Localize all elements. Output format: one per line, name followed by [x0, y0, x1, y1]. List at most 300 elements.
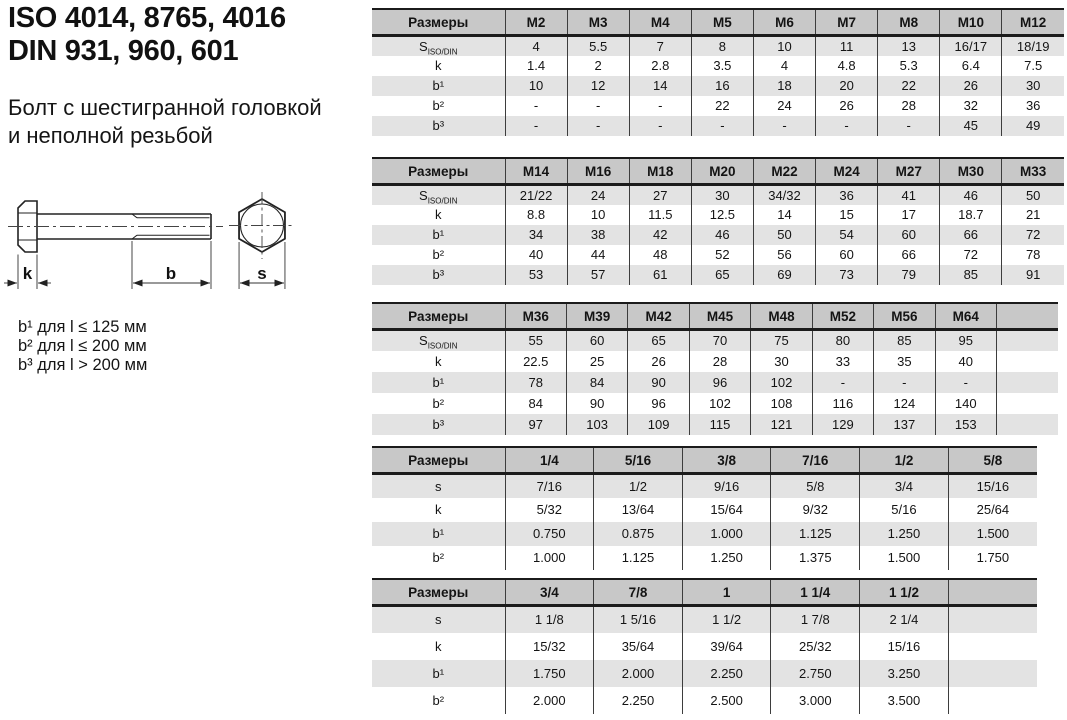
value-cell: 102: [689, 393, 750, 414]
value-cell: 2.8: [629, 56, 691, 76]
value-cell: 25/32: [771, 633, 860, 660]
size-col-header: M27: [878, 158, 940, 185]
table-row: [372, 687, 1037, 714]
value-cell: 20: [816, 76, 878, 96]
size-col-header: 3/4: [505, 579, 594, 606]
value-cell: 7: [629, 36, 691, 56]
size-col-header: M5: [691, 9, 753, 36]
row-label: s: [435, 612, 442, 628]
size-col-header: M10: [940, 9, 1002, 36]
value-cell: 50: [753, 225, 815, 245]
value-cell: 5/16: [860, 498, 949, 522]
value-cell: 137: [874, 414, 935, 435]
value-cell: 69: [753, 265, 815, 285]
iso-standards-line: ISO 4014, 8765, 4016: [8, 2, 286, 34]
value-cell: 35/64: [594, 633, 683, 660]
value-cell: 57: [567, 265, 629, 285]
value-cell: 3/4: [860, 474, 949, 498]
row-label: b¹: [432, 227, 445, 242]
value-cell: 13: [878, 36, 940, 56]
value-cell: 2.250: [682, 660, 771, 687]
row-label: b²: [432, 550, 445, 565]
value-cell: -: [878, 116, 940, 136]
value-cell: 18/19: [1002, 36, 1064, 56]
table-imperial-quarter-to-5-8: [372, 446, 1037, 570]
value-cell: -: [505, 116, 567, 136]
value-cell: 48: [629, 245, 691, 265]
value-cell: 1.750: [948, 546, 1037, 570]
value-cell: 0.875: [594, 522, 683, 546]
size-col-header: M64: [935, 303, 996, 330]
size-col-header: 7/8: [594, 579, 683, 606]
table-row: [372, 56, 1064, 76]
value-cell: 5/8: [771, 474, 860, 498]
value-cell: 108: [751, 393, 812, 414]
value-cell: 3.000: [771, 687, 860, 714]
value-cell: 4: [753, 56, 815, 76]
value-cell: 45: [940, 116, 1002, 136]
value-cell: 52: [691, 245, 753, 265]
value-cell: 11: [816, 36, 878, 56]
dims-col-header: Размеры: [372, 447, 505, 474]
value-cell: 21/22: [505, 185, 567, 205]
size-col-header: [948, 579, 1037, 606]
row-label: k: [435, 58, 442, 73]
value-cell: 28: [878, 96, 940, 116]
table-row: [372, 660, 1037, 687]
value-cell: -: [753, 116, 815, 136]
value-cell: 34: [505, 225, 567, 245]
table-row: [372, 76, 1064, 96]
row-label: k: [435, 353, 442, 369]
value-cell: 34/32: [753, 185, 815, 205]
value-cell: 39/64: [682, 633, 771, 660]
value-cell: 10: [505, 76, 567, 96]
size-col-header: M6: [753, 9, 815, 36]
value-cell: 84: [505, 393, 566, 414]
value-cell: 84: [566, 372, 627, 393]
value-cell: 24: [753, 96, 815, 116]
value-cell: 26: [628, 351, 689, 372]
value-cell: 75: [751, 330, 812, 351]
value-cell: 40: [505, 245, 567, 265]
table-row: [372, 351, 1058, 372]
value-cell: [948, 606, 1037, 633]
dim-label-k: k: [22, 264, 33, 283]
size-col-header: M33: [1002, 158, 1064, 185]
imperial-3-4-to-1-1-2-grid: [372, 578, 1037, 714]
value-cell: 41: [878, 185, 940, 205]
size-col-header: 5/8: [948, 447, 1037, 474]
value-cell: 40: [935, 351, 996, 372]
row-label: b¹: [432, 78, 445, 93]
value-cell: 72: [940, 245, 1002, 265]
value-cell: 22: [878, 76, 940, 96]
size-col-header: M3: [567, 9, 629, 36]
dims-col-header: Размеры: [372, 9, 505, 36]
value-cell: 85: [874, 330, 935, 351]
header-row: [372, 9, 1064, 36]
row-label: b²: [432, 247, 445, 262]
note-b3: b³ для l > 200 мм: [18, 356, 148, 374]
value-cell: 1 1/2: [682, 606, 771, 633]
dims-col-header: Размеры: [372, 303, 505, 330]
value-cell: 5.3: [878, 56, 940, 76]
size-col-header: [997, 303, 1059, 330]
row-label: b²: [432, 395, 445, 411]
value-cell: 35: [874, 351, 935, 372]
value-cell: 66: [940, 225, 1002, 245]
value-cell: 124: [874, 393, 935, 414]
bolt-side-view: [8, 201, 223, 252]
table-row: [372, 522, 1037, 546]
table-row: [372, 633, 1037, 660]
value-cell: 53: [505, 265, 567, 285]
value-cell: 115: [689, 414, 750, 435]
table-metric-m36-m64: [372, 302, 1058, 435]
value-cell: 109: [628, 414, 689, 435]
row-label: k: [435, 207, 442, 222]
subtitle-line-2: и неполной резьбой: [8, 123, 213, 148]
value-cell: 79: [878, 265, 940, 285]
value-cell: 5.5: [567, 36, 629, 56]
size-col-header: 1/2: [860, 447, 949, 474]
value-cell: 15/64: [682, 498, 771, 522]
value-cell: 116: [812, 393, 873, 414]
value-cell: 42: [629, 225, 691, 245]
value-cell: [997, 330, 1059, 351]
value-cell: 60: [878, 225, 940, 245]
value-cell: 96: [628, 393, 689, 414]
row-label: b¹: [432, 374, 445, 390]
value-cell: -: [935, 372, 996, 393]
size-col-header: M16: [567, 158, 629, 185]
value-cell: 1.000: [505, 546, 594, 570]
value-cell: 1 5/16: [594, 606, 683, 633]
size-col-header: M52: [812, 303, 873, 330]
size-col-header: 1/4: [505, 447, 594, 474]
value-cell: 7.5: [1002, 56, 1064, 76]
value-cell: 30: [751, 351, 812, 372]
value-cell: 102: [751, 372, 812, 393]
value-cell: 66: [878, 245, 940, 265]
table-row: [372, 225, 1064, 245]
value-cell: 38: [567, 225, 629, 245]
value-cell: 3.250: [860, 660, 949, 687]
value-cell: [997, 414, 1059, 435]
table-row: [372, 185, 1064, 205]
table-row: [372, 116, 1064, 136]
value-cell: 6.4: [940, 56, 1002, 76]
value-cell: 1 1/8: [505, 606, 594, 633]
value-cell: 11.5: [629, 205, 691, 225]
size-col-header: 7/16: [771, 447, 860, 474]
table-row: [372, 393, 1058, 414]
size-col-header: M4: [629, 9, 691, 36]
size-col-header: M42: [628, 303, 689, 330]
table-row: [372, 330, 1058, 351]
value-cell: 1.500: [860, 546, 949, 570]
size-col-header: M48: [751, 303, 812, 330]
value-cell: 121: [751, 414, 812, 435]
size-col-header: M8: [878, 9, 940, 36]
value-cell: -: [816, 116, 878, 136]
value-cell: 54: [816, 225, 878, 245]
value-cell: 56: [753, 245, 815, 265]
value-cell: 61: [629, 265, 691, 285]
value-cell: 10: [567, 205, 629, 225]
value-cell: 2: [567, 56, 629, 76]
value-cell: 27: [629, 185, 691, 205]
value-cell: 44: [567, 245, 629, 265]
subtitle-line-1: Болт с шестигранной головкой: [8, 95, 322, 120]
value-cell: 8: [691, 36, 753, 56]
size-col-header: 1 1/4: [771, 579, 860, 606]
value-cell: 72: [1002, 225, 1064, 245]
value-cell: 46: [940, 185, 1002, 205]
row-label: b²: [432, 692, 445, 708]
value-cell: 15/32: [505, 633, 594, 660]
dim-label-b: b: [165, 264, 177, 283]
value-cell: 12.5: [691, 205, 753, 225]
row-label: b¹: [432, 526, 445, 541]
value-cell: 5/32: [505, 498, 594, 522]
value-cell: 3.5: [691, 56, 753, 76]
table-row: [372, 414, 1058, 435]
value-cell: 65: [691, 265, 753, 285]
table-row: [372, 498, 1037, 522]
value-cell: [997, 372, 1059, 393]
value-cell: 22: [691, 96, 753, 116]
table-row: [372, 474, 1037, 498]
size-col-header: M45: [689, 303, 750, 330]
value-cell: -: [629, 96, 691, 116]
dimension-lines: [4, 241, 285, 289]
note-b1: b¹ для l ≤ 125 мм: [18, 318, 147, 336]
value-cell: 46: [691, 225, 753, 245]
size-col-header: M22: [753, 158, 815, 185]
size-col-header: 3/8: [682, 447, 771, 474]
value-cell: 10: [753, 36, 815, 56]
value-cell: 96: [689, 372, 750, 393]
size-col-header: M36: [505, 303, 566, 330]
value-cell: 70: [689, 330, 750, 351]
value-cell: 1.000: [682, 522, 771, 546]
value-cell: 2.000: [505, 687, 594, 714]
value-cell: 22.5: [505, 351, 566, 372]
note-b2: b² для l ≤ 200 мм: [18, 337, 147, 355]
value-cell: 32: [940, 96, 1002, 116]
value-cell: -: [505, 96, 567, 116]
table-metric-m14-m33: [372, 157, 1064, 285]
table-row: [372, 546, 1037, 570]
value-cell: 36: [816, 185, 878, 205]
value-cell: 55: [505, 330, 566, 351]
row-label: $S_{ISO/DIN}$: [419, 187, 458, 206]
value-cell: -: [812, 372, 873, 393]
table-row: [372, 372, 1058, 393]
row-label: k: [435, 638, 442, 654]
value-cell: 4.8: [816, 56, 878, 76]
value-cell: 1.125: [594, 546, 683, 570]
value-cell: 26: [940, 76, 1002, 96]
value-cell: 1.500: [948, 522, 1037, 546]
value-cell: -: [874, 372, 935, 393]
value-cell: 16/17: [940, 36, 1002, 56]
value-cell: 9/32: [771, 498, 860, 522]
row-label: b²: [432, 98, 445, 113]
size-col-header: 1 1/2: [860, 579, 949, 606]
value-cell: 1.4: [505, 56, 567, 76]
doc-subtitle: [8, 94, 322, 150]
value-cell: [997, 393, 1059, 414]
value-cell: 14: [753, 205, 815, 225]
row-label: b³: [432, 416, 445, 432]
value-cell: 140: [935, 393, 996, 414]
value-cell: 0.750: [505, 522, 594, 546]
value-cell: 153: [935, 414, 996, 435]
header-row: [372, 158, 1064, 185]
value-cell: 95: [935, 330, 996, 351]
value-cell: 17: [878, 205, 940, 225]
value-cell: 14: [629, 76, 691, 96]
value-cell: 2.250: [594, 687, 683, 714]
length-notes: [18, 318, 147, 375]
value-cell: 1.375: [771, 546, 860, 570]
table-row: [372, 36, 1064, 56]
value-cell: 25: [566, 351, 627, 372]
row-label: s: [435, 478, 442, 494]
value-cell: 25/64: [948, 498, 1037, 522]
value-cell: 3.500: [860, 687, 949, 714]
value-cell: 2.000: [594, 660, 683, 687]
value-cell: 18: [753, 76, 815, 96]
value-cell: 1/2: [594, 474, 683, 498]
size-col-header: M20: [691, 158, 753, 185]
value-cell: 1 7/8: [771, 606, 860, 633]
value-cell: 73: [816, 265, 878, 285]
value-cell: 15/16: [860, 633, 949, 660]
value-cell: 60: [566, 330, 627, 351]
din-standards-line: DIN 931, 960, 601: [8, 35, 239, 67]
value-cell: 2.750: [771, 660, 860, 687]
value-cell: 15: [816, 205, 878, 225]
value-cell: [948, 633, 1037, 660]
value-cell: 85: [940, 265, 1002, 285]
table-metric-m2-m12: [372, 8, 1064, 136]
value-cell: 90: [566, 393, 627, 414]
doc-title: [8, 2, 286, 68]
value-cell: 4: [505, 36, 567, 56]
size-col-header: M39: [566, 303, 627, 330]
metric-m14-m33-grid: [372, 157, 1064, 285]
value-cell: 8.8: [505, 205, 567, 225]
value-cell: 28: [689, 351, 750, 372]
value-cell: 80: [812, 330, 873, 351]
value-cell: 49: [1002, 116, 1064, 136]
value-cell: 78: [505, 372, 566, 393]
size-col-header: M56: [874, 303, 935, 330]
table-imperial-3-4-to-1-1-2: [372, 578, 1037, 714]
size-col-header: 1: [682, 579, 771, 606]
value-cell: 2.500: [682, 687, 771, 714]
size-col-header: M7: [816, 9, 878, 36]
value-cell: -: [629, 116, 691, 136]
table-row: [372, 245, 1064, 265]
value-cell: 60: [816, 245, 878, 265]
value-cell: 9/16: [682, 474, 771, 498]
value-cell: 1.250: [860, 522, 949, 546]
size-col-header: 5/16: [594, 447, 683, 474]
metric-m36-m64-grid: [372, 302, 1058, 435]
header-row: [372, 579, 1037, 606]
row-label: k: [435, 502, 442, 517]
size-col-header: M24: [816, 158, 878, 185]
value-cell: 13/64: [594, 498, 683, 522]
value-cell: 26: [816, 96, 878, 116]
size-col-header: M30: [940, 158, 1002, 185]
header-row: [372, 303, 1058, 330]
table-row: [372, 606, 1037, 633]
row-label: $S_{ISO/DIN}$: [419, 38, 458, 57]
value-cell: -: [567, 96, 629, 116]
header-row: [372, 447, 1037, 474]
dims-col-header: Размеры: [372, 158, 505, 185]
value-cell: 30: [691, 185, 753, 205]
value-cell: 1.250: [682, 546, 771, 570]
table-row: [372, 265, 1064, 285]
dims-col-header: Размеры: [372, 579, 505, 606]
value-cell: 2 1/4: [860, 606, 949, 633]
value-cell: 24: [567, 185, 629, 205]
value-cell: 97: [505, 414, 566, 435]
table-row: [372, 96, 1064, 116]
value-cell: 30: [1002, 76, 1064, 96]
size-col-header: M14: [505, 158, 567, 185]
bolt-technical-drawing: [0, 185, 340, 297]
value-cell: 7/16: [505, 474, 594, 498]
value-cell: 1.750: [505, 660, 594, 687]
row-label: b³: [432, 267, 445, 282]
size-col-header: M2: [505, 9, 567, 36]
value-cell: [948, 687, 1037, 714]
size-col-header: M12: [1002, 9, 1064, 36]
imperial-quarter-to-5-8-grid: [372, 446, 1037, 570]
value-cell: [948, 660, 1037, 687]
table-row: [372, 205, 1064, 225]
value-cell: 78: [1002, 245, 1064, 265]
value-cell: 18.7: [940, 205, 1002, 225]
row-label: b³: [432, 118, 445, 133]
value-cell: 65: [628, 330, 689, 351]
value-cell: 1.125: [771, 522, 860, 546]
value-cell: -: [691, 116, 753, 136]
size-col-header: M18: [629, 158, 691, 185]
metric-m2-m12-grid: [372, 8, 1064, 136]
value-cell: 103: [566, 414, 627, 435]
value-cell: 15/16: [948, 474, 1037, 498]
value-cell: -: [567, 116, 629, 136]
value-cell: 129: [812, 414, 873, 435]
value-cell: 50: [1002, 185, 1064, 205]
value-cell: 90: [628, 372, 689, 393]
value-cell: 21: [1002, 205, 1064, 225]
value-cell: 33: [812, 351, 873, 372]
value-cell: 91: [1002, 265, 1064, 285]
value-cell: 16: [691, 76, 753, 96]
value-cell: [997, 351, 1059, 372]
value-cell: 36: [1002, 96, 1064, 116]
